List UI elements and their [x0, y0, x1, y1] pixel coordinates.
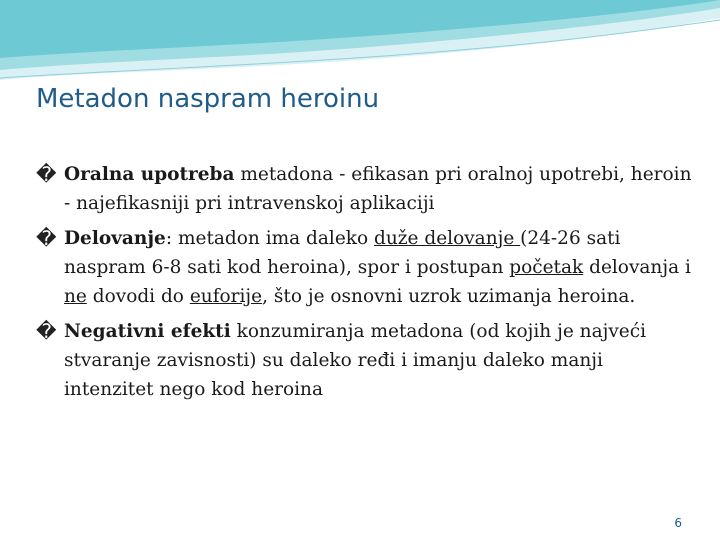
- paragraph-text: konzumiranja metadona (od kojih je najveći stvaranje zavisnosti) su daleko ređi i imanju daleko manji intenzitet nego kod heroina: [64, 321, 647, 400]
- slide-title: Metadon naspram heroinu: [36, 84, 380, 114]
- bullet-glyph: �: [36, 162, 57, 186]
- bullet-paragraph-oral-use: [36, 160, 696, 218]
- bullet-paragraph-action: [36, 224, 696, 311]
- bullet-paragraph-negative-effects: [36, 317, 696, 404]
- underlined-text: euforije: [189, 286, 263, 307]
- underlined-text: duže delovanje: [374, 228, 521, 249]
- paragraph-text: : metadon ima daleko: [165, 228, 375, 249]
- slide-body: [36, 160, 696, 410]
- paragraph-text: , što je osnovni uzrok uzimanja heroina.: [262, 286, 636, 307]
- paragraph-text: delovanja i: [583, 257, 691, 278]
- paragraph-text: metadona - efikasan pri oralnoj upotrebi, heroin - najefikasniji pri intravenskoj aplikaciji: [64, 164, 692, 214]
- underlined-text: ne: [64, 286, 87, 307]
- lead-term: Delovanje: [64, 228, 166, 249]
- lead-term: Negativni efekti: [64, 321, 231, 342]
- paragraph-text: dovodi do: [86, 286, 190, 307]
- lead-term: Oralna upotreba: [64, 164, 235, 185]
- header-wave-decoration: [0, 0, 720, 90]
- bullet-glyph: �: [36, 226, 57, 250]
- page-number: 6: [674, 516, 682, 530]
- paragraph-text: (24-26 sati naspram 6-8 sati kod heroina), spor i postupan: [64, 228, 621, 278]
- bullet-glyph: �: [36, 319, 57, 343]
- underlined-text: početak: [509, 257, 584, 278]
